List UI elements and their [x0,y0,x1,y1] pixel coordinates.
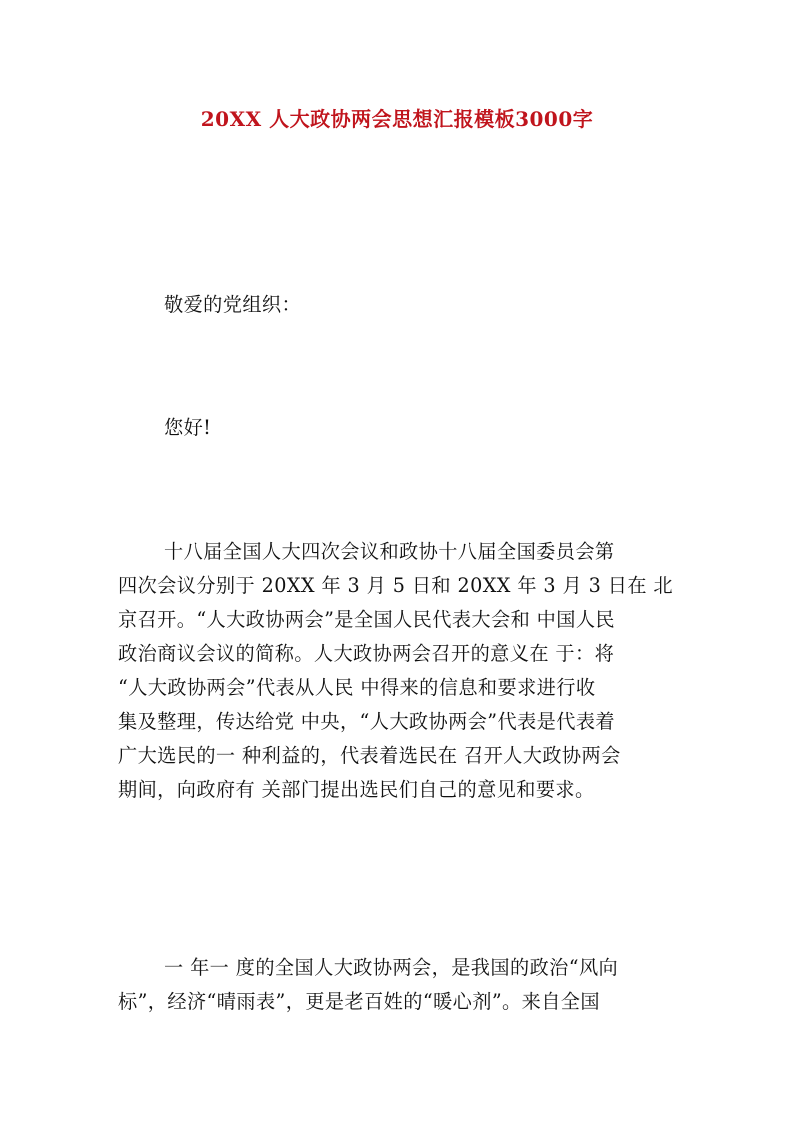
paragraph-line: 十八届全国人大四次会议和政协十八届全国委员会第 [164,540,615,563]
paragraph-line: 京召开。“人大政协两会”是全国人民代表大会和 中国人民 [118,608,616,631]
body-paragraph-2 [118,951,676,1019]
greeting: 您好! [164,416,212,439]
paragraph-line: 广大选民的一 种利益的，代表着选民在 召开人大政协两会 [118,744,621,767]
paragraph-line: 四次会议分别于 20XX 年 3 月 5 日和 20XX 年 3 月 3 日在 北 [118,574,673,597]
paragraph-line: 期间，向政府有 关部门提出选民们自己的意见和要求。 [118,778,595,801]
document-title: 20XX 人大政协两会思想汇报模板3000字 [200,107,594,131]
paragraph-line: 政治商议会议的简称。人大政协两会召开的意义在 于：将 [118,642,615,665]
salutation: 敬爱的党组织： [164,293,302,316]
paragraph-line: 一 年一 度的全国人大政协两会，是我国的政治“风向 [164,956,619,979]
paragraph-line: 集及整理，传达给党 中央，“人大政协两会”代表是代表着 [118,710,616,733]
paragraph-line: “人大政协两会”代表从人民 中得来的信息和要求进行收 [118,676,596,699]
body-paragraph-1 [118,535,676,807]
paragraph-line: 标”，经济“晴雨表”，更是老百姓的“暖心剂”。来自全国 [118,990,600,1013]
